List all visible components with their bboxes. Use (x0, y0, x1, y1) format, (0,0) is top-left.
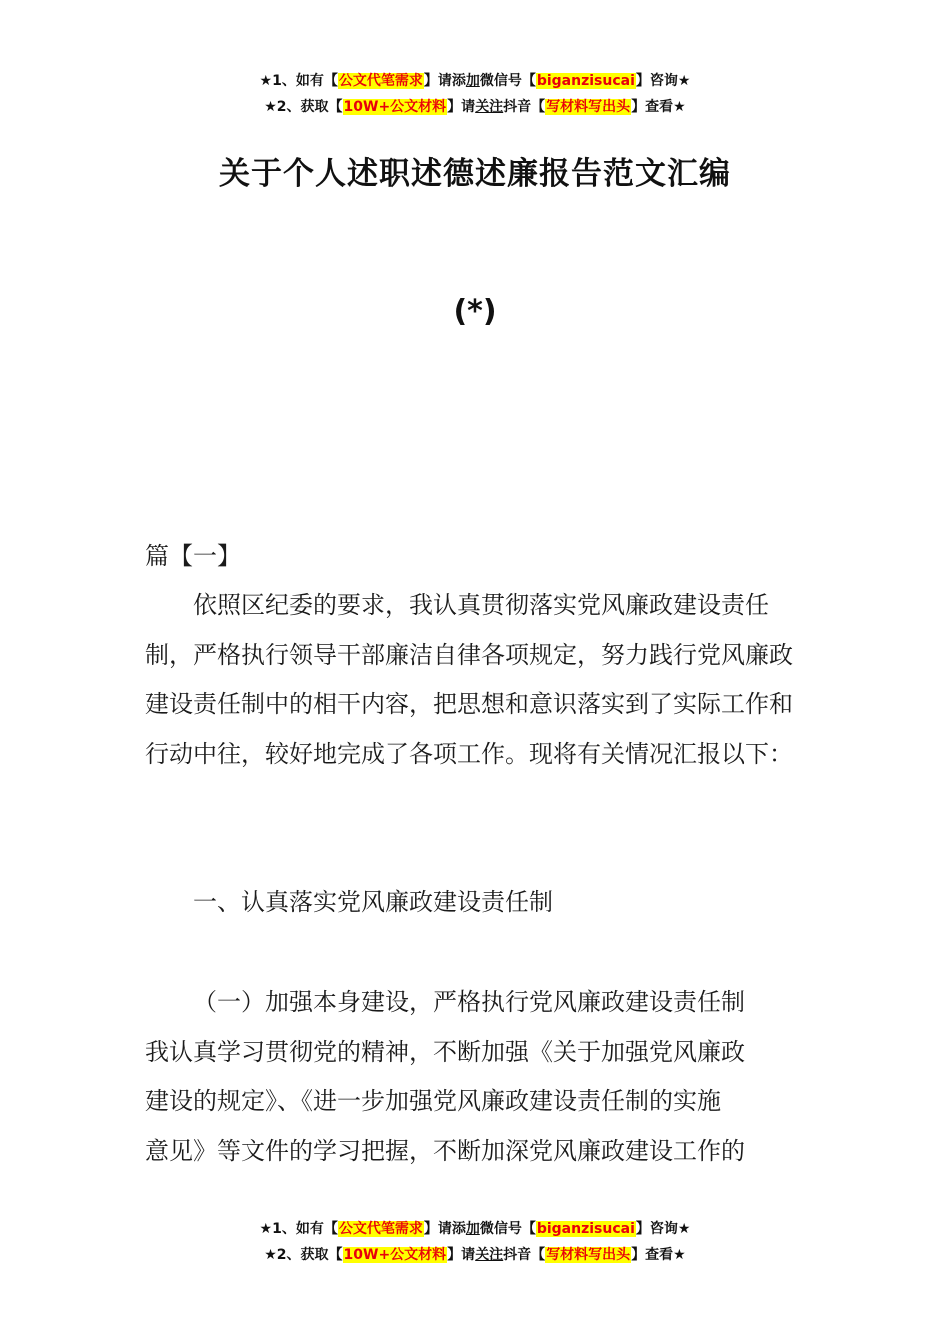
banner-text: 】咨询★ (635, 1221, 691, 1237)
banner-text: 】请添 (423, 73, 466, 89)
banner-text: ★2、获取【 (264, 1247, 343, 1263)
banner-text-underlined: 关注 (475, 1247, 504, 1263)
banner-text: 微信号【 (479, 73, 536, 89)
section-heading-1: 一、认真落实党风廉政建设责任制 (193, 888, 553, 916)
banner-text: ★1、如有【 (259, 1221, 338, 1237)
banner-text: 】咨询★ (635, 73, 691, 89)
banner-text: 】查看★ (631, 1247, 686, 1263)
banner-line-2 (0, 94, 950, 120)
banner-text-underlined: 加 (465, 1221, 480, 1237)
banner-highlight-service: 公文代笔需求 (338, 1221, 423, 1237)
banner-text: 】请添 (423, 1221, 466, 1237)
document-title: 关于个人述职述德述廉报告范文汇编 (219, 156, 731, 192)
top-banner (0, 68, 950, 120)
body-paragraph-1: 依照区纪委的要求，我认真贯彻落实党风廉政建设责任制，严格执行领导干部廉洁自律各项规定，努力践行党风廉政建设责任制中的相干内容，把思想和意识落实到了实际工作和行动中往，较好地完成了各项工作。现将有关情况汇报以下： (145, 591, 793, 768)
banner-text-underlined: 关注 (475, 99, 504, 115)
banner-text: 】请 (447, 99, 476, 115)
banner-text-underlined: 加 (465, 73, 480, 89)
paragraph-line: （一）加强本身建设，严格执行党风廉政建设责任制 (193, 988, 745, 1016)
banner-highlight-douyin-id: 写材料写出头 (546, 1247, 631, 1263)
banner-text: 微信号【 (479, 1221, 536, 1237)
section-label: 篇【一】 (145, 542, 241, 570)
banner-line-1 (0, 68, 950, 94)
banner-text: 抖音【 (503, 1247, 546, 1263)
banner-line-1 (0, 1216, 950, 1242)
banner-text: 】请 (447, 1247, 476, 1263)
paragraph-line: 建设的规定》、《进一步加强党风廉政建设责任制的实施 (145, 1087, 721, 1115)
banner-highlight-materials: 10W+公文材料 (343, 1247, 447, 1263)
banner-highlight-wechat-id: biganzisucai (536, 73, 635, 89)
paragraph-line: 意见》等文件的学习把握，不断加深党风廉政建设工作的 (145, 1136, 745, 1165)
banner-highlight-douyin-id: 写材料写出头 (546, 99, 631, 115)
banner-highlight-materials: 10W+公文材料 (343, 99, 447, 115)
banner-text: 抖音【 (503, 99, 546, 115)
banner-highlight-service: 公文代笔需求 (338, 73, 423, 89)
banner-highlight-wechat-id: biganzisucai (536, 1221, 635, 1237)
banner-text: ★1、如有【 (259, 73, 338, 89)
body-paragraph-2 (145, 978, 807, 1176)
bottom-banner (0, 1216, 950, 1268)
banner-text: 】查看★ (631, 99, 686, 115)
document-subtitle: (*) (453, 294, 497, 329)
banner-line-2 (0, 1242, 950, 1268)
paragraph-line: 我认真学习贯彻党的精神，不断加强《关于加强党风廉政 (145, 1037, 745, 1066)
banner-text: ★2、获取【 (264, 99, 343, 115)
